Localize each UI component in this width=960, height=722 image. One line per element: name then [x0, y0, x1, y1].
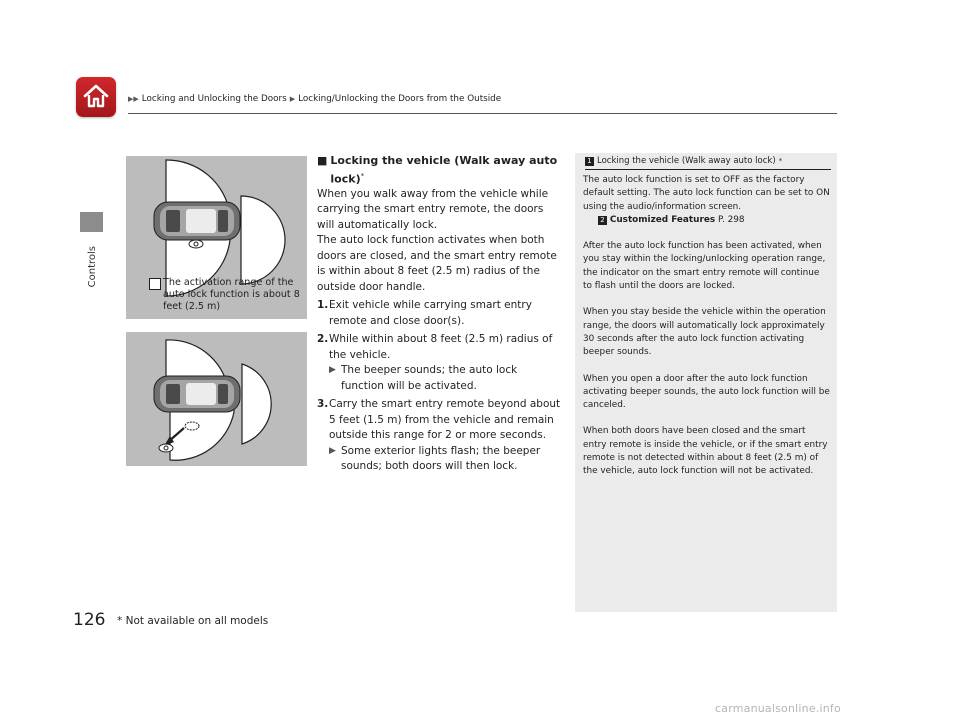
- step-number: 1.: [317, 299, 329, 312]
- note-paragraph: After the auto lock function has been activated, when you stay within the locking/unlocking operation range, the indicator on the smart entry remote will continue to flash until the doors are locked.: [583, 241, 826, 292]
- step-result-text: Some exterior lights flash; the beeper sounds; both doors will then lock.: [341, 444, 541, 473]
- heading-text: Locking the vehicle (Walk away auto lock): [330, 154, 558, 186]
- breadcrumb-arrow-icon: ▶: [289, 95, 296, 103]
- step-item: [317, 332, 561, 363]
- note-number-icon: 1: [585, 157, 594, 166]
- step-text: While within about 8 feet (2.5 m) radius of the vehicle.: [329, 333, 553, 361]
- notes-panel: [575, 153, 837, 612]
- step-text: Exit vehicle while carrying smart entry remote and close door(s).: [329, 299, 532, 327]
- footnote-marker: *: [360, 171, 365, 180]
- notes-body: [583, 174, 831, 492]
- section-label: Controls: [87, 246, 98, 288]
- page-number: 126: [73, 610, 106, 630]
- note-paragraph: When you open a door after the auto lock function activating beeper sounds, the auto lock function will be canceled.: [583, 373, 830, 411]
- home-button[interactable]: [76, 77, 116, 117]
- callout-box-icon: [149, 278, 161, 290]
- note-paragraph: When you stay beside the vehicle within the operation range, the doors will automatically lock approximately 30 seconds after the auto lock function activating beeper sounds.: [583, 307, 826, 358]
- step-result: [317, 363, 561, 394]
- reference-page: P. 298: [717, 214, 745, 225]
- result-arrow-icon: ▶: [329, 445, 336, 456]
- note-paragraph: When both doors have been closed and the smart entry remote is inside the vehicle, or if the smart entry remote is not detected within about 8 feet (2.5 m) of the vehicle, auto lock function will not be activated.: [583, 426, 828, 477]
- reference-label: Customized Features: [609, 214, 716, 225]
- notes-title: [585, 156, 782, 166]
- breadcrumb-item[interactable]: Locking/Unlocking the Doors from the Outside: [298, 94, 502, 104]
- walk-away-figure: [126, 332, 307, 466]
- header-divider: [128, 113, 837, 114]
- step-result-text: The beeper sounds; the auto lock function will be activated.: [341, 364, 518, 392]
- footnote-marker: *: [778, 157, 783, 165]
- result-arrow-icon: ▶: [329, 365, 336, 376]
- watermark: carmanualsonline.info: [715, 702, 841, 715]
- note-paragraph: [583, 174, 831, 227]
- vehicle-walk-away-diagram: [126, 332, 307, 466]
- footnote: * Not available on all models: [117, 615, 269, 627]
- step-text: Carry the smart entry remote beyond about 5 feet (1.5 m) from the vehicle and remain outside this range for 2 or more seconds.: [329, 398, 561, 442]
- main-content: [317, 153, 561, 475]
- notes-divider: [585, 169, 831, 170]
- note-text: The auto lock function is set to OFF as the factory default setting. The auto lock function can be set to ON using the audio/information screen.: [583, 175, 830, 212]
- figure-caption-text: The activation range of the auto lock function is about 8 feet (2.5 m): [163, 277, 300, 312]
- heading-marker-icon: ■: [317, 154, 328, 167]
- step-number: 2.: [317, 333, 329, 346]
- notes-title-text: Locking the vehicle (Walk away auto lock): [597, 156, 776, 166]
- step-item: [317, 298, 561, 329]
- paragraph: The auto lock function activates when both doors are closed, and the smart entry remote is within about 8 feet (2.5 m) radius of the outside door handle.: [317, 234, 557, 293]
- breadcrumb-arrow-icon: ▶▶: [128, 95, 139, 103]
- step-item: [317, 397, 561, 444]
- breadcrumb: [128, 94, 501, 104]
- activation-range-figure: [126, 156, 307, 319]
- figure-caption: [163, 277, 303, 313]
- step-result: [317, 444, 561, 475]
- home-icon: [82, 82, 110, 110]
- section-tab[interactable]: [80, 212, 103, 232]
- section-heading: [317, 153, 561, 187]
- breadcrumb-item[interactable]: Locking and Unlocking the Doors: [141, 94, 287, 104]
- paragraph: When you walk away from the vehicle while carrying the smart entry remote, the doors will automatically lock.: [317, 187, 549, 231]
- cross-reference-link[interactable]: [583, 214, 831, 227]
- step-number: 3.: [317, 398, 329, 411]
- reference-arrow-icon: 2: [598, 216, 607, 225]
